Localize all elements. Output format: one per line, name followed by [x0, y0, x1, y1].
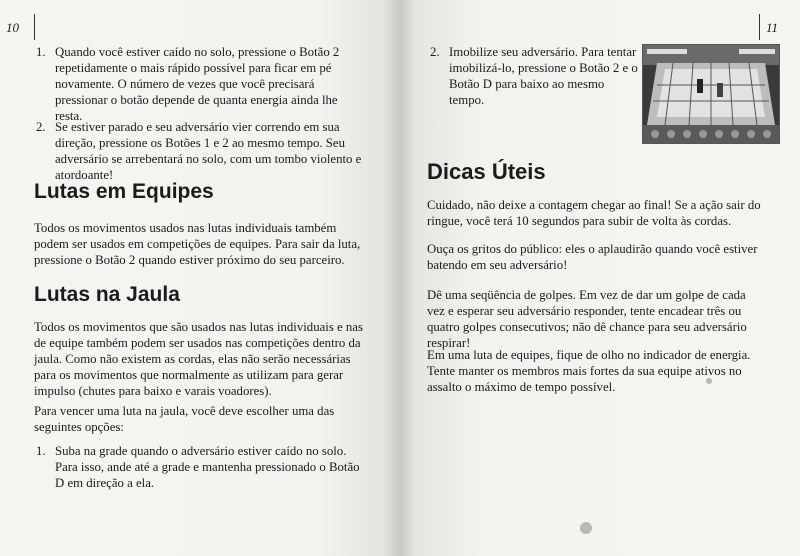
cage-options-intro: Para vencer uma luta na jaula, você deve escolher uma das seguintes opções: [34, 404, 335, 434]
paper-stain [706, 378, 712, 384]
list-text: Quando você estiver caído no solo, pressione o Botão 2 repetidamente o mais rápido possível para ficar em pé novamente. O número de vezes que você precisará pressionar o botão depende de quanta energia ainda lhe resta. [55, 45, 340, 123]
paper-stain [580, 522, 592, 534]
tip-paragraph: Ouça os gritos do público: eles o aplaudirão quando você estiver batendo em seu adversário! [427, 242, 758, 272]
list-number: 2. [430, 45, 440, 59]
list-text: Se estiver parado e seu adversário vier correndo em sua direção, pressione os Botões 1 e 2 ao mesmo tempo. Seu adversário se arrebentará no solo, com um tombo violento e atordoante! [55, 120, 362, 182]
list-item [430, 44, 640, 108]
teams-body: Todos os movimentos usados nas lutas individuais também podem ser usados em competições de equipes. Para sair da luta, pressione o Botão 2 quando estiver próximo do seu parceiro. [34, 221, 361, 267]
list-item [36, 443, 366, 491]
list-text: Imobilize seu adversário. Para tentar imobilizá-lo, pressione o Botão 2 e o Botão D para baixo ao mesmo tempo. [449, 45, 638, 107]
page-rule [759, 14, 760, 40]
page-rule [34, 14, 35, 40]
page-number: 10 [6, 20, 19, 35]
list-number: 2. [36, 120, 46, 134]
section-heading-teams: Lutas em Equipes [34, 180, 214, 203]
list-item [36, 44, 366, 124]
list-number: 1. [36, 444, 46, 458]
cage-body: Todos os movimentos que são usados nas lutas individuais e nas de equipe também podem ser usados nas competições dentro da jaula. Como não existem as cordas, elas não serão necessárias para os movimentos que normalmente as utilizam para gerar impulso (chutes para baixo e varais voadores). [34, 320, 363, 398]
wrestling-cage-screenshot-icon [642, 44, 780, 144]
list-item [36, 119, 366, 183]
page-number: 11 [765, 20, 778, 35]
list-text: Suba na grade quando o adversário estiver caído no solo. Para isso, ande até a grade e mantenha pressionado o Botão D em direção a ela. [55, 444, 360, 490]
tip-paragraph: Em uma luta de equipes, fique de olho no indicador de energia. Tente manter os membros mais fortes da sua equipe ativos no assalto o máximo de tempo possível. [427, 348, 751, 394]
section-heading-cage: Lutas na Jaula [34, 283, 180, 306]
tip-paragraph: Cuidado, não deixe a contagem chegar ao final! Se a ação sair do ringue, você terá 10 segundos para subir de volta às cordas. [427, 198, 761, 228]
tip-paragraph: Dê uma seqüência de golpes. Em vez de dar um golpe de cada vez e esperar seu adversário responder, tente encadear três ou quatro golpes consecutivos; não dê chance para seu adversário respirar! [427, 288, 747, 350]
section-heading-tips: Dicas Úteis [427, 159, 546, 184]
right-page [400, 0, 800, 556]
list-number: 1. [36, 45, 46, 59]
